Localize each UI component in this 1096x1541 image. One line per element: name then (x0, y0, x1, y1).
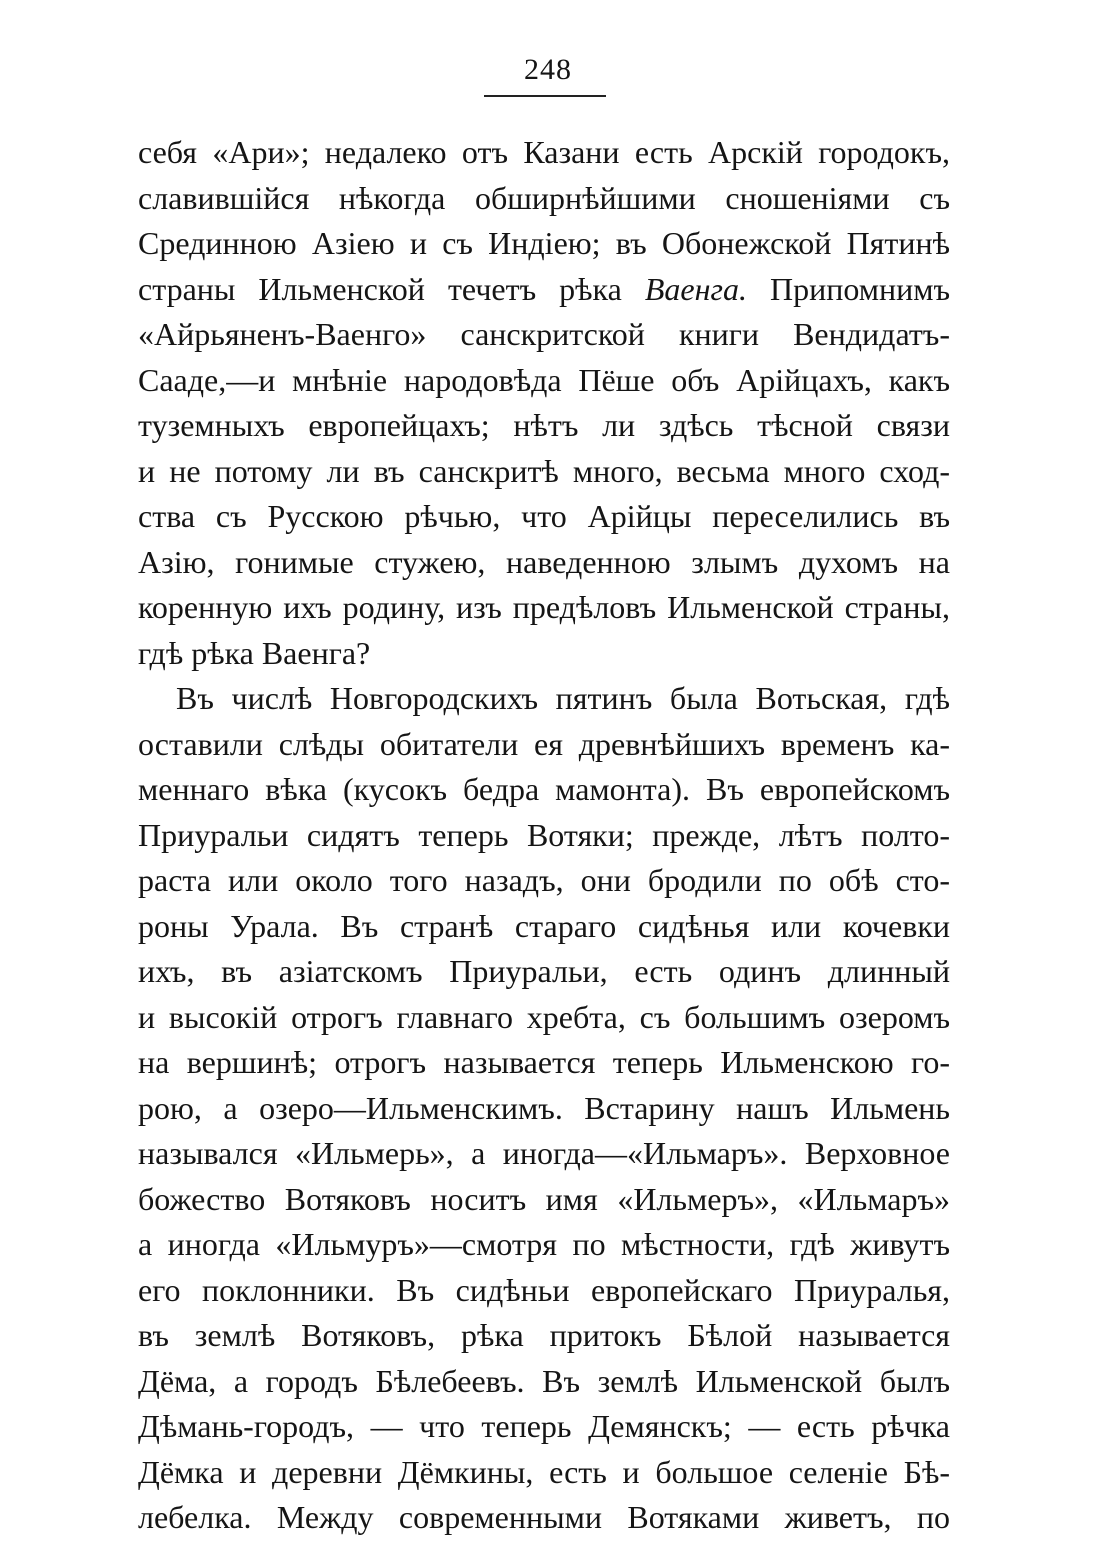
text-line: и не потому ли въ санскритѣ много, весьма много сход- (138, 452, 950, 489)
text-line: ихъ, въ азiатскомъ Приуральи, есть одинъ длинный (138, 953, 950, 989)
body-text (138, 130, 950, 1541)
text-line: на вершинѣ; отрогъ называется теперь Ильменскою го- (138, 1044, 950, 1080)
text-line-paragraph-start: Въ числѣ Новгородскихъ пятинъ была Вотьская, гдѣ (176, 680, 950, 716)
text-line: славившiйся нѣкогда обширнѣйшими сношенiями съ (138, 179, 950, 216)
text-line: въ землѣ Вотяковъ, рѣка притокъ Бѣлой называется (138, 1317, 950, 1353)
page-number: 248 (524, 53, 572, 86)
text-line-end: Припомнимъ (746, 270, 950, 307)
text-line: Азiю, гонимые стужею, наведенною злымъ духомъ на (138, 543, 950, 580)
text-line: «Айрьяненъ-Ваенго» санскритской книги Вендидатъ- (138, 316, 950, 352)
text-line: Дёма, а городъ Бѣлебеевъ. Въ землѣ Ильменской былъ (138, 1362, 950, 1399)
text-line: оставили слѣды обитатели ея древнѣйшихъ временъ ка- (138, 725, 950, 762)
text-line: раста или около того назадъ, они бродили по обѣ сто- (138, 862, 950, 898)
text-line: меннаго вѣка (кусокъ бедра мамонта). Въ европейскомъ (138, 771, 950, 807)
text-line: Дѣмань-городъ, — что теперь Демянскъ; — есть рѣчка (138, 1408, 950, 1444)
page-number-rule (484, 95, 606, 97)
text-line: Сааде,—и мнѣнiе народовѣда Пёше объ Арiйцахъ, какъ (138, 361, 950, 398)
text-line: себя «Ари»; недалеко отъ Казани есть Арскiй городокъ, (138, 134, 950, 170)
text-line: и высокiй отрогъ главнаго хребта, съ большимъ озеромъ (138, 998, 950, 1035)
text-line: туземныхъ европейцахъ; нѣтъ ли здѣсь тѣсной связи (138, 407, 950, 443)
text-line: его поклонники. Въ сидѣньи европейскаго Приуралья, (138, 1271, 950, 1308)
text-line: Срединною Азiею и съ Индiею; въ Обонежской Пятинѣ (138, 225, 950, 261)
text-line: Дёмка и деревни Дёмкины, есть и большое селенiе Бѣ- (138, 1453, 950, 1490)
text-line (138, 267, 950, 313)
text-line-paragraph-end: гдѣ рѣка Ваенга? (138, 634, 371, 671)
text-line-start: страны Ильменской течетъ рѣка (138, 270, 645, 307)
text-line: коренную ихъ родину, изъ предѣловъ Ильменской страны, (138, 589, 950, 625)
text-line: роны Урала. Въ странѣ стараго сидѣнья или кочевки (138, 907, 950, 944)
text-line: божество Вотяковъ носитъ имя «Ильмеръ», «Ильмаръ» (138, 1180, 950, 1217)
italic-river-name: Ваенга. (644, 270, 747, 307)
text-line: ства съ Русскою рѣчью, что Арiйцы переселились въ (138, 498, 950, 534)
text-line: а иногда «Ильмуръ»—смотря по мѣстности, гдѣ живутъ (138, 1226, 950, 1262)
text-line: лебелка. Между современными Вотяками живетъ, по (138, 1499, 950, 1535)
text-line: назывался «Ильмерь», а иногда—«Ильмаръ». Верховное (138, 1135, 950, 1171)
text-line: Приуральи сидятъ теперь Вотяки; прежде, лѣтъ полто- (138, 816, 950, 853)
text-line: рою, а озеро—Ильменскимъ. Встарину нашъ Ильмень (138, 1089, 950, 1126)
